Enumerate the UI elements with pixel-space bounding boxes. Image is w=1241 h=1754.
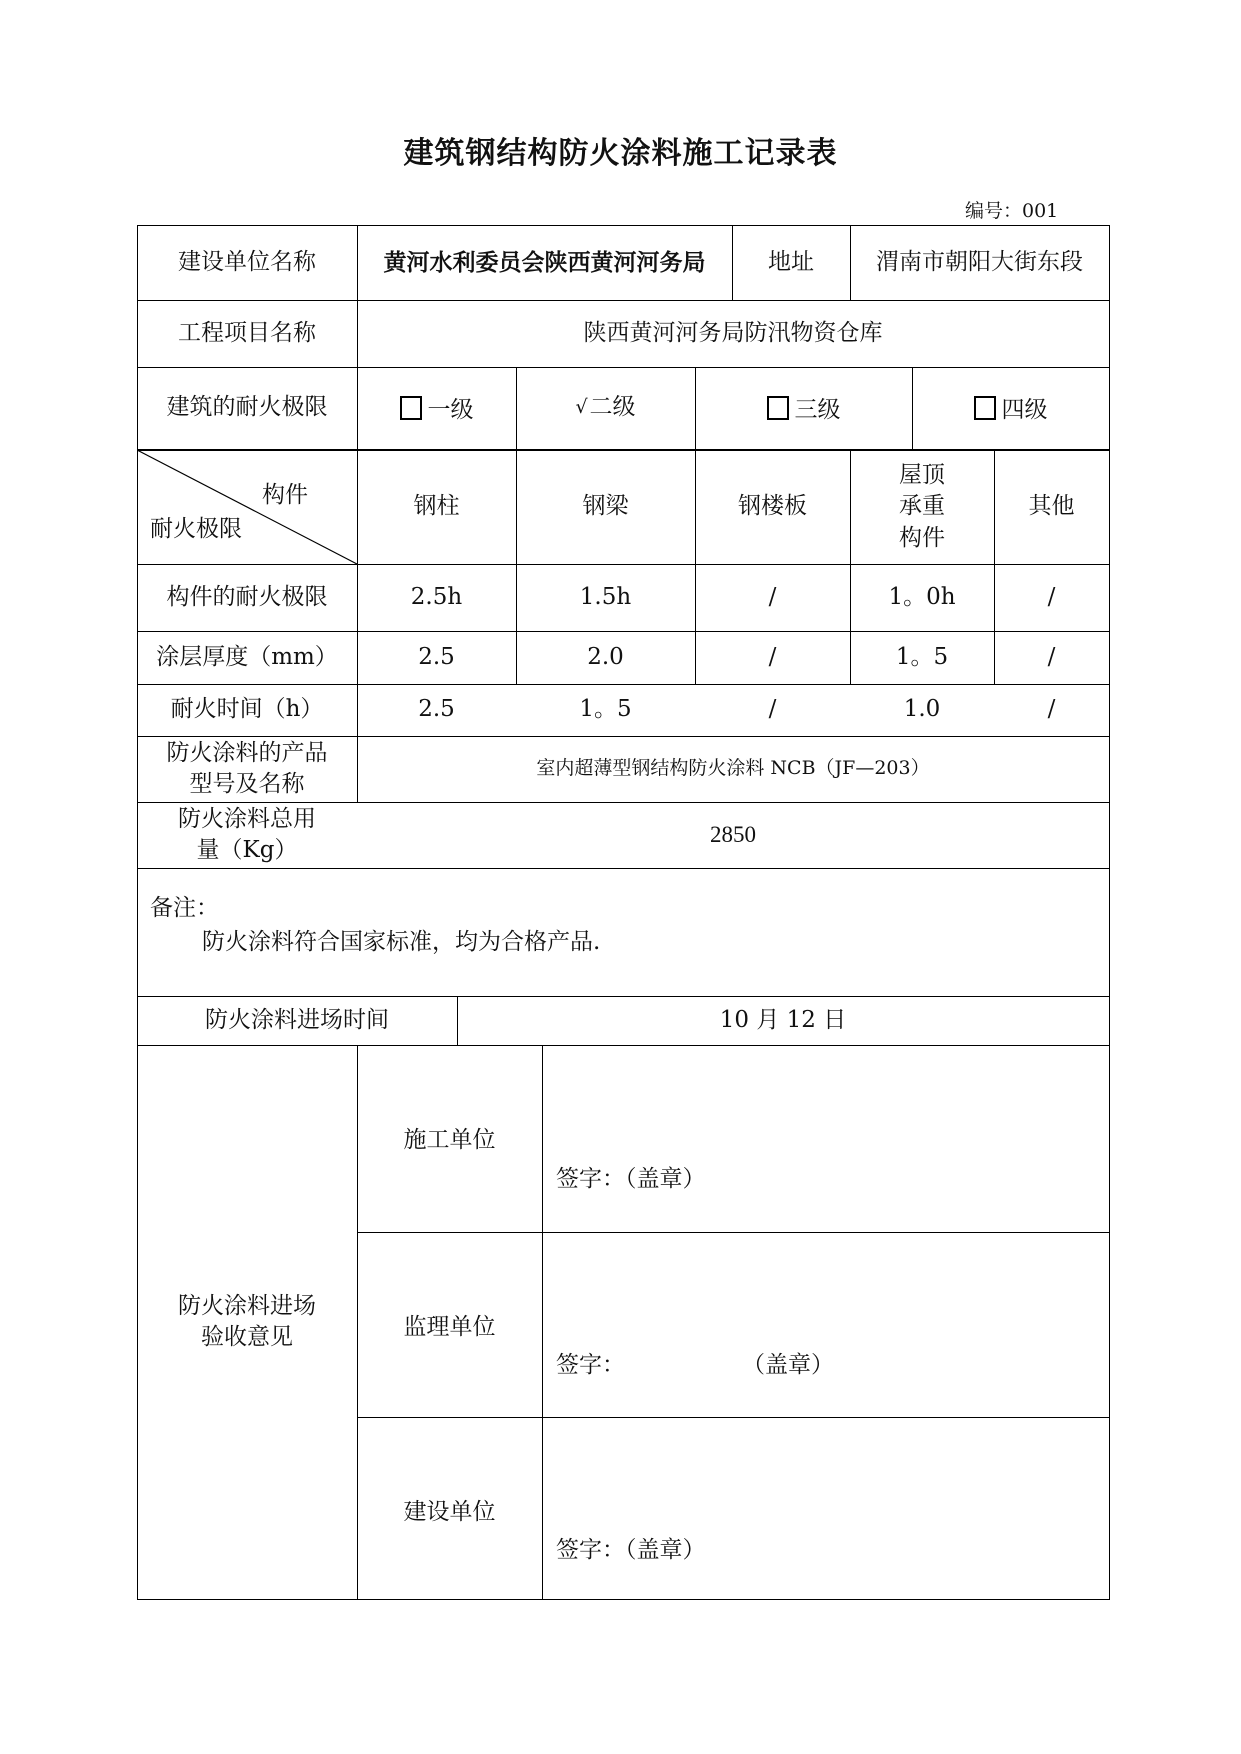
- column-header: 屋顶承重构件: [899, 462, 945, 551]
- table-cell: 1。0h: [888, 583, 956, 610]
- address-label: 地址: [768, 248, 814, 275]
- table-cell: /: [768, 696, 777, 723]
- rating-option-4: [912, 367, 1109, 449]
- rating-option-label: 四级: [1001, 397, 1048, 424]
- rating-option-label: 二级: [589, 394, 636, 421]
- unit-label: 建设单位名称: [178, 248, 316, 275]
- diag-top-label: 构件: [262, 482, 308, 508]
- project-label: 工程项目名称: [178, 319, 316, 346]
- usage-value: 2850: [710, 822, 756, 848]
- signature-field: 签字： （盖章）: [556, 1352, 834, 1378]
- product-label: 防火涂料的产品型号及名称: [166, 739, 328, 797]
- signature-field: 签字：（盖章）: [556, 1537, 706, 1563]
- table-cell: 2.5: [418, 643, 455, 670]
- unit-value: 黄河水利委员会陕西黄河河务局: [383, 248, 706, 276]
- acceptance-label: 防火涂料进场验收意见: [178, 1292, 316, 1350]
- signer-unit: 施工单位: [403, 1127, 496, 1153]
- rating-option-2: [516, 367, 695, 449]
- diagonal-divider: [137, 450, 357, 564]
- row-label: 涂层厚度（mm）: [156, 643, 338, 670]
- table-cell: 2.5h: [410, 583, 463, 610]
- product-value: 室内超薄型钢结构防火涂料 NCB（JF—203）: [536, 757, 930, 780]
- table-cell: 1.0: [903, 696, 941, 723]
- table-cell: /: [1047, 696, 1056, 723]
- signer-unit: 监理单位: [403, 1314, 496, 1340]
- table-cell: /: [768, 643, 777, 670]
- rating-option-label: 一级: [427, 397, 474, 424]
- usage-label: 防火涂料总用量（Kg）: [178, 805, 316, 863]
- table-cell: 1.5h: [579, 583, 632, 610]
- row-label: 耐火时间（h）: [170, 696, 324, 723]
- remarks-label: 备注：: [150, 895, 219, 921]
- page-title: 建筑钢结构防火涂料施工记录表: [403, 136, 838, 171]
- checkbox-empty-icon: [400, 396, 422, 420]
- checkbox-empty-icon: [974, 396, 996, 420]
- serial-number: 编号：001: [965, 200, 1059, 222]
- remarks-text: 防火涂料符合国家标准，均为合格产品.: [202, 929, 601, 955]
- signer-unit: 建设单位: [403, 1499, 496, 1525]
- address-value: 渭南市朝阳大街东段: [876, 248, 1083, 275]
- row-label: 构件的耐火极限: [166, 583, 328, 610]
- check-mark-icon: √: [575, 396, 588, 419]
- column-header: 钢梁: [582, 493, 629, 520]
- diag-bottom-label: 耐火极限: [150, 516, 242, 542]
- rating-label: 建筑的耐火极限: [166, 394, 328, 421]
- table-cell: 2.0: [587, 643, 624, 670]
- table-cell: 1。5: [895, 643, 949, 670]
- rating-option-3: [695, 367, 912, 449]
- column-header: 钢楼板: [738, 493, 807, 520]
- entry-label: 防火涂料进场时间: [205, 1006, 389, 1033]
- table-cell: 2.5: [418, 696, 455, 723]
- table-cell: 1。5: [579, 696, 632, 723]
- table-cell: /: [768, 583, 777, 610]
- project-value: 陕西黄河河务局防汛物资仓库: [583, 319, 883, 346]
- rating-option-1: [357, 367, 516, 449]
- table-cell: /: [1047, 643, 1056, 670]
- rating-option-label: 三级: [794, 397, 841, 424]
- signature-field: 签字：（盖章）: [556, 1166, 706, 1192]
- checkbox-empty-icon: [767, 396, 789, 420]
- column-header: 钢柱: [413, 493, 460, 520]
- table-cell: /: [1047, 583, 1056, 610]
- entry-value: 10 月 12 日: [719, 1006, 847, 1033]
- column-header: 其他: [1028, 493, 1075, 520]
